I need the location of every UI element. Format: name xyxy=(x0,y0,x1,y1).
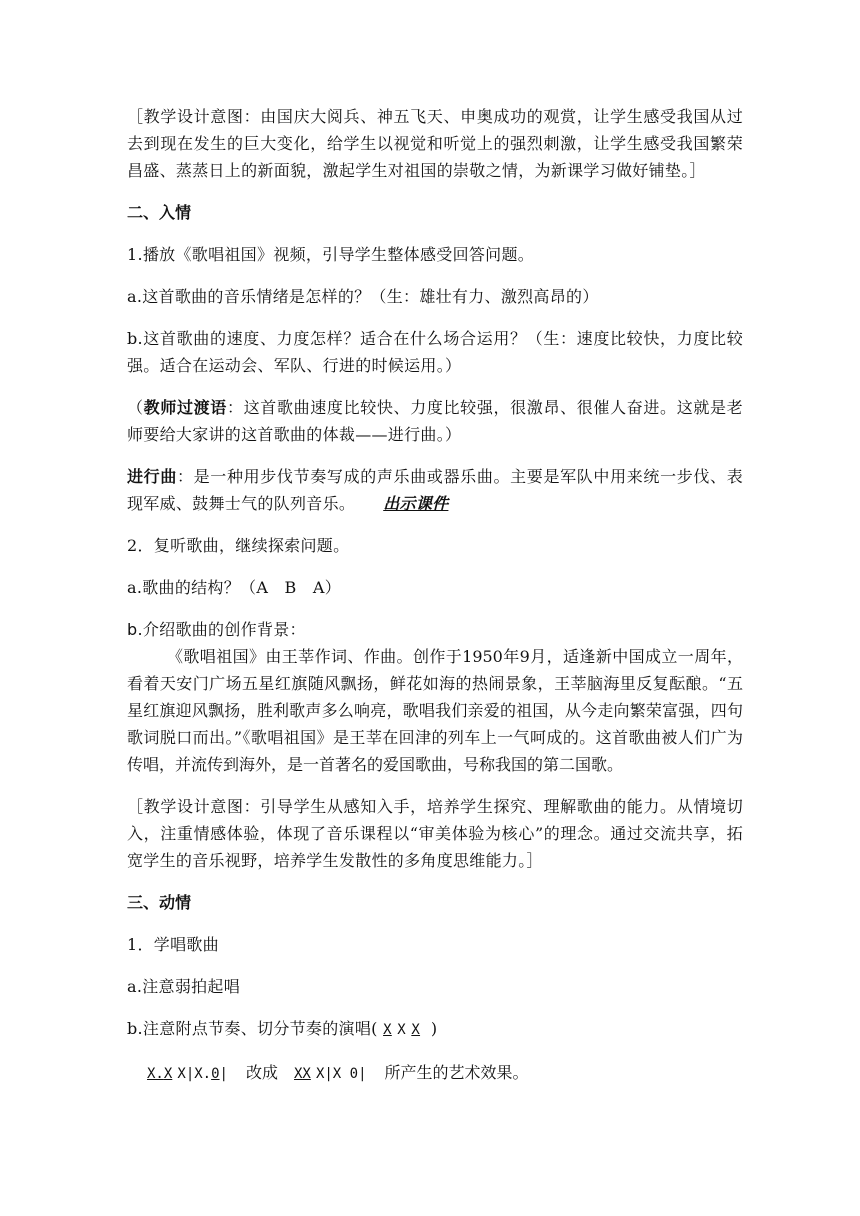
step-3a: a.注意弱拍起唱 xyxy=(127,977,241,996)
teacher-transition xyxy=(127,394,743,448)
step-3: 1．学唱歌曲 xyxy=(127,935,219,954)
march-label: 进行曲 xyxy=(127,467,177,486)
design-intent-paragraph-2: ［教学设计意图：引导学生从感知入手，培养学生探究、理解歌曲的能力。从情境切入，注重情感体验，体现了音乐课程以“审美体验为核心”的理念。通过交流共享，拓宽学生的音乐视野，培养学生发散性的多角度思维能力。］ xyxy=(127,797,743,870)
rhythm-note-2: X xyxy=(397,1022,406,1038)
rhythm-a-5: | xyxy=(219,1066,228,1082)
step-2b: b.介绍歌曲的创作背景： xyxy=(127,620,306,639)
change-to-text: 改成 xyxy=(245,1063,278,1082)
song-background-paragraph: 《歌唱祖国》由王莘作词、作曲。创作于1950年9月，适逢新中国成立一周年，看着天安门广场五星红旗随风飘扬，鲜花如海的热闹景象，王莘脑海里反复酝酿。“五星红旗迎风飘扬，胜利歌声多么响亮，歌唱我们亲爱的祖国，从今走向繁荣富强，四句歌词脱口而出。”《歌唱祖国》是王莘在回津的列车上一气呵成的。这首歌曲被人们广为传唱，并流传到海外，是一首著名的爱国歌曲，号称我国的第二国歌。 xyxy=(127,647,743,774)
step-2a: a.歌曲的结构？（A B A） xyxy=(127,578,341,597)
step-3b xyxy=(127,1015,743,1044)
section-heading-3: 三、动情 xyxy=(127,893,192,912)
rhythm-note-3: X xyxy=(411,1022,421,1038)
teacher-transition-label: 教师过渡语 xyxy=(143,398,227,417)
design-intent-paragraph-1: ［教学设计意图：由国庆大阅兵、神五飞天、申奥成功的观赏，让学生感受我国从过去到现在发生的巨大变化，给学生以视觉和听觉上的强烈刺激，让学生感受我国繁荣昌盛、蒸蒸日上的新面貌，激起学生对祖国的崇敬之情，为新课学习做好铺垫。］ xyxy=(127,107,743,180)
question-b: b.这首歌曲的速度、力度怎样？适合在什么场合运用？（生：速度比较快，力度比较强。适合在运动会、军队、行进的时候运用。） xyxy=(127,329,743,375)
rhythm-a-4: 0 xyxy=(211,1066,220,1082)
march-text: ：是一种用步伐节奏写成的声乐曲或器乐曲。主要是军队中用来统一步伐、表现军威、鼓舞士气的队列音乐。 xyxy=(127,467,744,513)
teacher-transition-text: ：这首歌曲速度比较快、力度比较强，很激昂、很催人奋进。这就是老师要给大家讲的这首歌曲的体裁——进行曲。） xyxy=(127,398,743,444)
teacher-open-paren: （ xyxy=(127,398,144,417)
rhythm-note-1: X xyxy=(383,1022,392,1038)
rhythm-comparison-line xyxy=(147,1059,743,1088)
show-courseware-link[interactable]: 出示课件 xyxy=(383,494,449,513)
document-page xyxy=(127,103,743,1103)
rhythm-b-2: X|X 0| xyxy=(315,1066,367,1082)
rhythm-b-1: XX xyxy=(294,1066,311,1082)
march-definition xyxy=(127,463,743,517)
step-1: 1.播放《歌唱祖国》视频，引导学生整体感受回答问题。 xyxy=(127,245,535,264)
rhythm-a-2: X xyxy=(163,1066,173,1082)
rhythm-a-1: X. xyxy=(147,1066,164,1082)
question-a: a.这首歌曲的音乐情绪是怎样的？（生：雄壮有力、激烈高昂的） xyxy=(127,287,599,306)
step-3b-close: ) xyxy=(430,1019,438,1038)
rhythm-a-3: X|X. xyxy=(177,1066,212,1082)
artistic-effect-text: 所产生的艺术效果。 xyxy=(384,1063,529,1082)
section-heading-2: 二、入情 xyxy=(127,203,192,222)
step-2: 2．复听歌曲，继续探索问题。 xyxy=(127,536,350,555)
step-3b-text: b.注意附点节奏、切分节奏的演唱( xyxy=(127,1019,378,1038)
